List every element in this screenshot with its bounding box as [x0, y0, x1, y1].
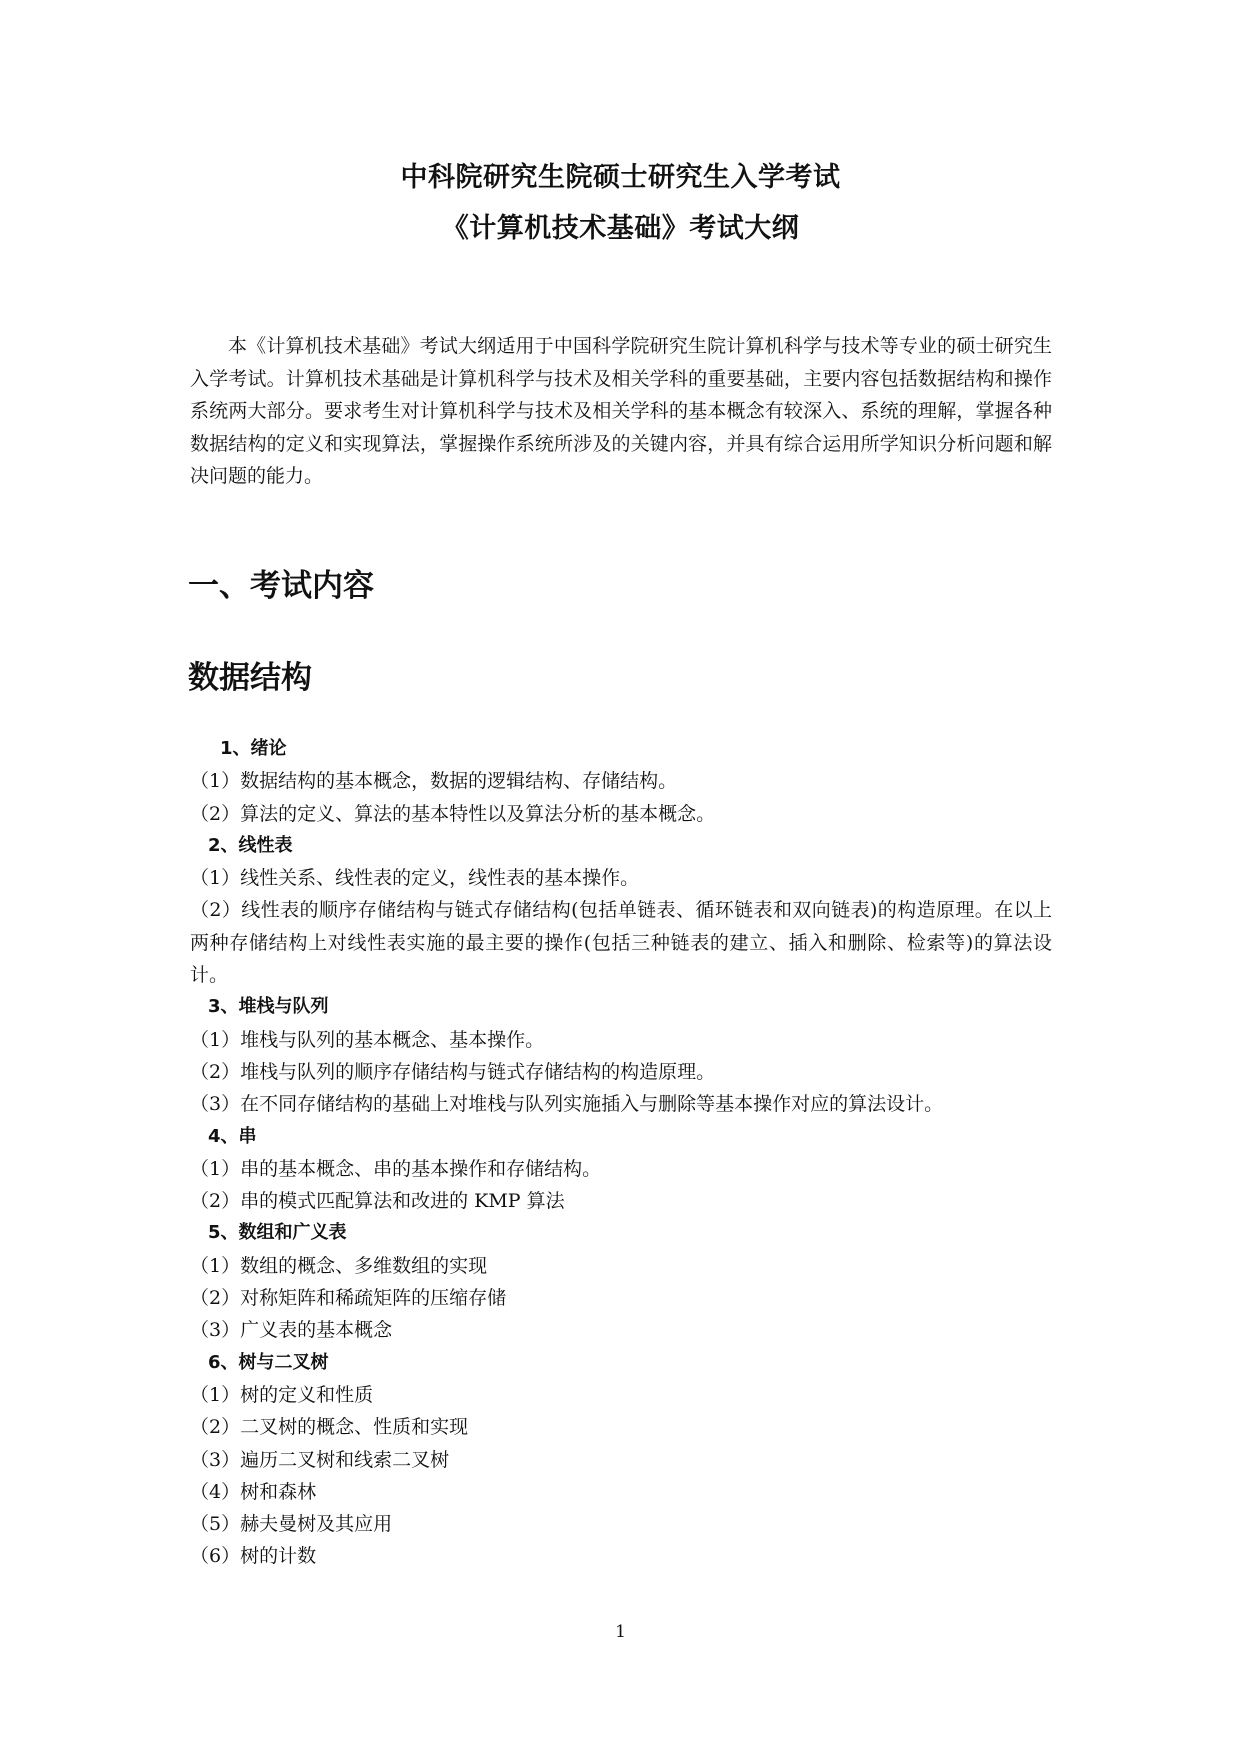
topic-item: （1）数组的概念、多维数组的实现: [190, 1254, 488, 1277]
topic-item: （6）树的计数: [190, 1545, 317, 1568]
topic-title: 6、树与二叉树: [208, 1351, 329, 1373]
topic-item: （2）线性表的顺序存储结构与链式存储结构(包括单链表、循环链表和双向链表)的构造原理。在以上两种存储结构上对线性表实施的最主要的操作(包括三种链表的建立、插入和删除、检索等)的算法设计。: [190, 899, 1052, 987]
topic-block: [190, 1217, 1052, 1346]
topic-title: 5、数组和广义表: [208, 1222, 347, 1244]
topic-title: 2、线性表: [208, 834, 293, 856]
topic-title: 1、绪论: [220, 738, 287, 759]
topic-item: （2）堆栈与队列的顺序存储结构与链式存储结构的构造原理。: [190, 1060, 716, 1083]
topic-item: （2）串的模式匹配算法和改进的 KMP 算法: [190, 1190, 565, 1213]
topic-block: [190, 1121, 1052, 1218]
topic-item: （3）遍历二叉树和线索二叉树: [190, 1448, 450, 1471]
document-title-line2: 《计算机技术基础》考试大纲: [441, 213, 800, 244]
topic-item: （1）线性关系、线性表的定义，线性表的基本操作。: [190, 867, 640, 890]
topic-title: 3、堆栈与队列: [208, 996, 329, 1018]
intro-paragraph: 本《计算机技术基础》考试大纲适用于中国科学院研究生院计算机科学与技术等专业的硕士研究生入学考试。计算机技术基础是计算机科学与技术及相关学科的重要基础，主要内容包括数据结构和操作系统两大部分。要求考生对计算机科学与技术及相关学科的基本概念有较深入、系统的理解，掌握各种数据结构的定义和实现算法，掌握操作系统所涉及的关键内容，并具有综合运用所学知识分析问题和解决问题的能力。: [190, 335, 1052, 487]
topic-item: （3）在不同存储结构的基础上对堆栈与队列实施插入与删除等基本操作对应的算法设计。: [190, 1093, 944, 1116]
topic-outline: [190, 733, 1052, 1573]
topic-block: [190, 1347, 1052, 1573]
topic-block: [190, 733, 1052, 830]
topic-item: （2）对称矩阵和稀疏矩阵的压缩存储: [190, 1287, 507, 1310]
subsection-heading: 数据结构: [188, 660, 312, 696]
topic-block: [190, 830, 1052, 991]
topic-item: （1）树的定义和性质: [190, 1383, 374, 1406]
section-heading: 一、考试内容: [188, 568, 374, 604]
topic-item: （5）赫夫曼树及其应用: [190, 1513, 393, 1536]
topic-item: （2）算法的定义、算法的基本特性以及算法分析的基本概念。: [190, 802, 716, 825]
page-number: 1: [615, 1622, 626, 1642]
topic-item: （4）树和森林: [190, 1480, 317, 1503]
topic-item: （2）二叉树的概念、性质和实现: [190, 1416, 469, 1439]
topic-item: （1）堆栈与队列的基本概念、基本操作。: [190, 1028, 545, 1051]
topic-item: （1）数据结构的基本概念，数据的逻辑结构、存储结构。: [190, 770, 678, 793]
topic-block: [190, 991, 1052, 1120]
document-title-line1: 中科院研究生院硕士研究生入学考试: [400, 162, 841, 193]
topic-item: （3）广义表的基本概念: [190, 1319, 393, 1342]
topic-title: 4、串: [208, 1125, 257, 1147]
topic-item: （1）串的基本概念、串的基本操作和存储结构。: [190, 1157, 602, 1180]
